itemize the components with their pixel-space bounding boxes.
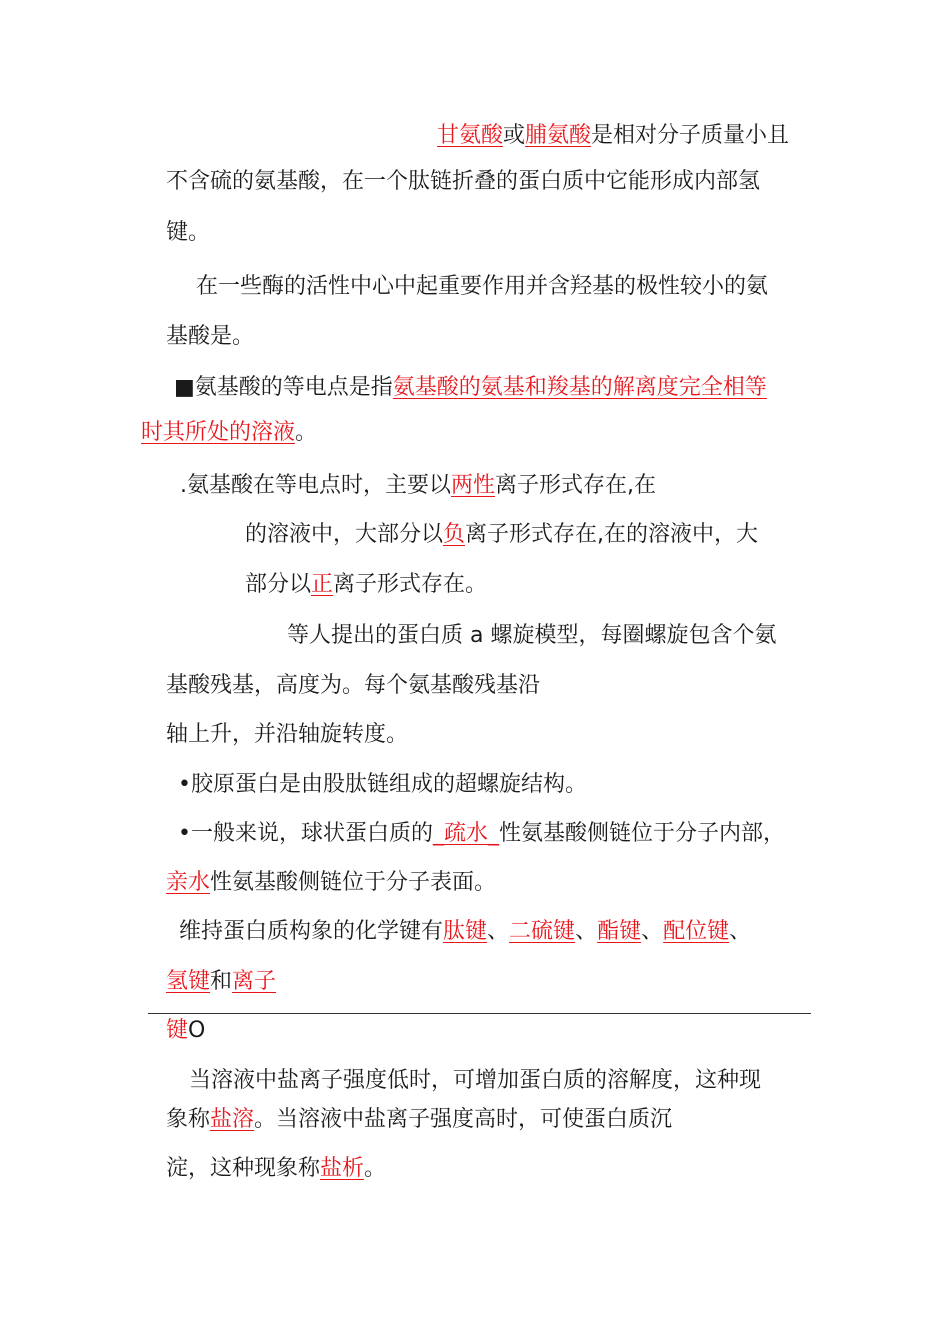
text: 、 [641, 919, 664, 944]
text: 是相对分子质量小且 [591, 123, 790, 148]
answer-proline: 脯氨酸 [525, 123, 592, 148]
text: 、 [729, 919, 752, 944]
para4-line1 [180, 471, 656, 501]
answer-hydrophobic: _疏水_ [432, 821, 499, 846]
para3-line1 [174, 373, 767, 403]
text: 离子形式存在。 [333, 572, 488, 597]
text: 。当溶液中盐离子强度高时，可使蛋白质沉 [254, 1107, 673, 1132]
para9-line2 [166, 1105, 672, 1135]
text: 离子形式存在,在的溶液中，大 [465, 522, 759, 547]
para7-line2 [166, 868, 496, 898]
para8-line3 [166, 1016, 205, 1046]
answer-peptide-bond: 肽键 [443, 919, 488, 944]
para2-line2: 基酸是。 [166, 324, 255, 349]
para7-line1 [178, 819, 785, 849]
text: •一般来说，球状蛋白质的 [178, 821, 433, 846]
text: 象称 [166, 1107, 211, 1132]
text: O [188, 1018, 206, 1043]
answer-hydrogen-bond: 氢键 [166, 969, 211, 994]
para3-line2 [141, 418, 317, 448]
answer-isoelectric-def-cont: 时其所处的溶液 [141, 420, 296, 445]
answer-salting-out: 盐析 [320, 1156, 365, 1181]
text: 离子形式存在,在 [495, 473, 657, 498]
para5-line2: 基酸残基，高度为。每个氨基酸残基沿 [166, 673, 541, 698]
answer-zwitterion: 两性 [451, 473, 496, 498]
para1-line1 [437, 121, 789, 151]
text: 键 [166, 1018, 189, 1043]
para4-line2 [245, 520, 758, 550]
answer-disulfide-bond: 二硫键 [509, 919, 576, 944]
text: 。 [364, 1156, 387, 1181]
answer-ester-bond: 酯键 [597, 919, 642, 944]
text: 。 [295, 420, 318, 445]
horizontal-rule [148, 1013, 811, 1014]
text: 、 [575, 919, 598, 944]
answer-glycine: 甘氨酸 [437, 123, 504, 148]
text: ■氨基酸的等电点是指 [174, 375, 393, 400]
answer-coordinate-bond: 配位键 [663, 919, 730, 944]
para8-line1 [179, 917, 751, 947]
text: .氨基酸在等电点时，主要以 [180, 473, 451, 498]
text: 、 [487, 919, 510, 944]
para1-line3: 键。 [166, 220, 211, 245]
text: 或 [503, 123, 526, 148]
para8-line2 [166, 967, 276, 997]
answer-ionic: 离子 [232, 969, 277, 994]
text: 的溶液中，大部分以 [245, 522, 444, 547]
text: 维持蛋白质构象的化学键有 [179, 919, 444, 944]
text: 部分以 [245, 572, 312, 597]
para9-line3 [166, 1154, 386, 1184]
para1-line2: 不含硫的氨基酸，在一个肽链折叠的蛋白质中它能形成内部氢 [166, 169, 761, 194]
text: 性氨基酸侧链位于分子内部， [499, 821, 786, 846]
text: 和 [210, 969, 233, 994]
text: 性氨基酸侧链位于分子表面。 [210, 870, 497, 895]
answer-hydrophilic: 亲水 [166, 870, 211, 895]
answer-negative: 负 [443, 522, 466, 547]
answer-isoelectric-def: 氨基酸的氨基和羧基的解离度完全相等 [392, 375, 767, 400]
para4-line3 [245, 570, 487, 600]
para5-line3: 轴上升，并沿轴旋转度。 [166, 722, 409, 747]
answer-salting-in: 盐溶 [210, 1107, 255, 1132]
answer-positive: 正 [311, 572, 334, 597]
para5-line1: 等人提出的蛋白质 a 螺旋模型，每圈螺旋包含个氨 [287, 623, 777, 648]
para2-line1: 在一些酶的活性中心中起重要作用并含羟基的极性较小的氨 [196, 274, 769, 299]
text: 淀，这种现象称 [166, 1156, 321, 1181]
para6-line1: •胶原蛋白是由股肽链组成的超螺旋结构。 [178, 772, 587, 797]
para9-line1: 当溶液中盐离子强度低时，可增加蛋白质的溶解度，这种现 [189, 1068, 762, 1093]
